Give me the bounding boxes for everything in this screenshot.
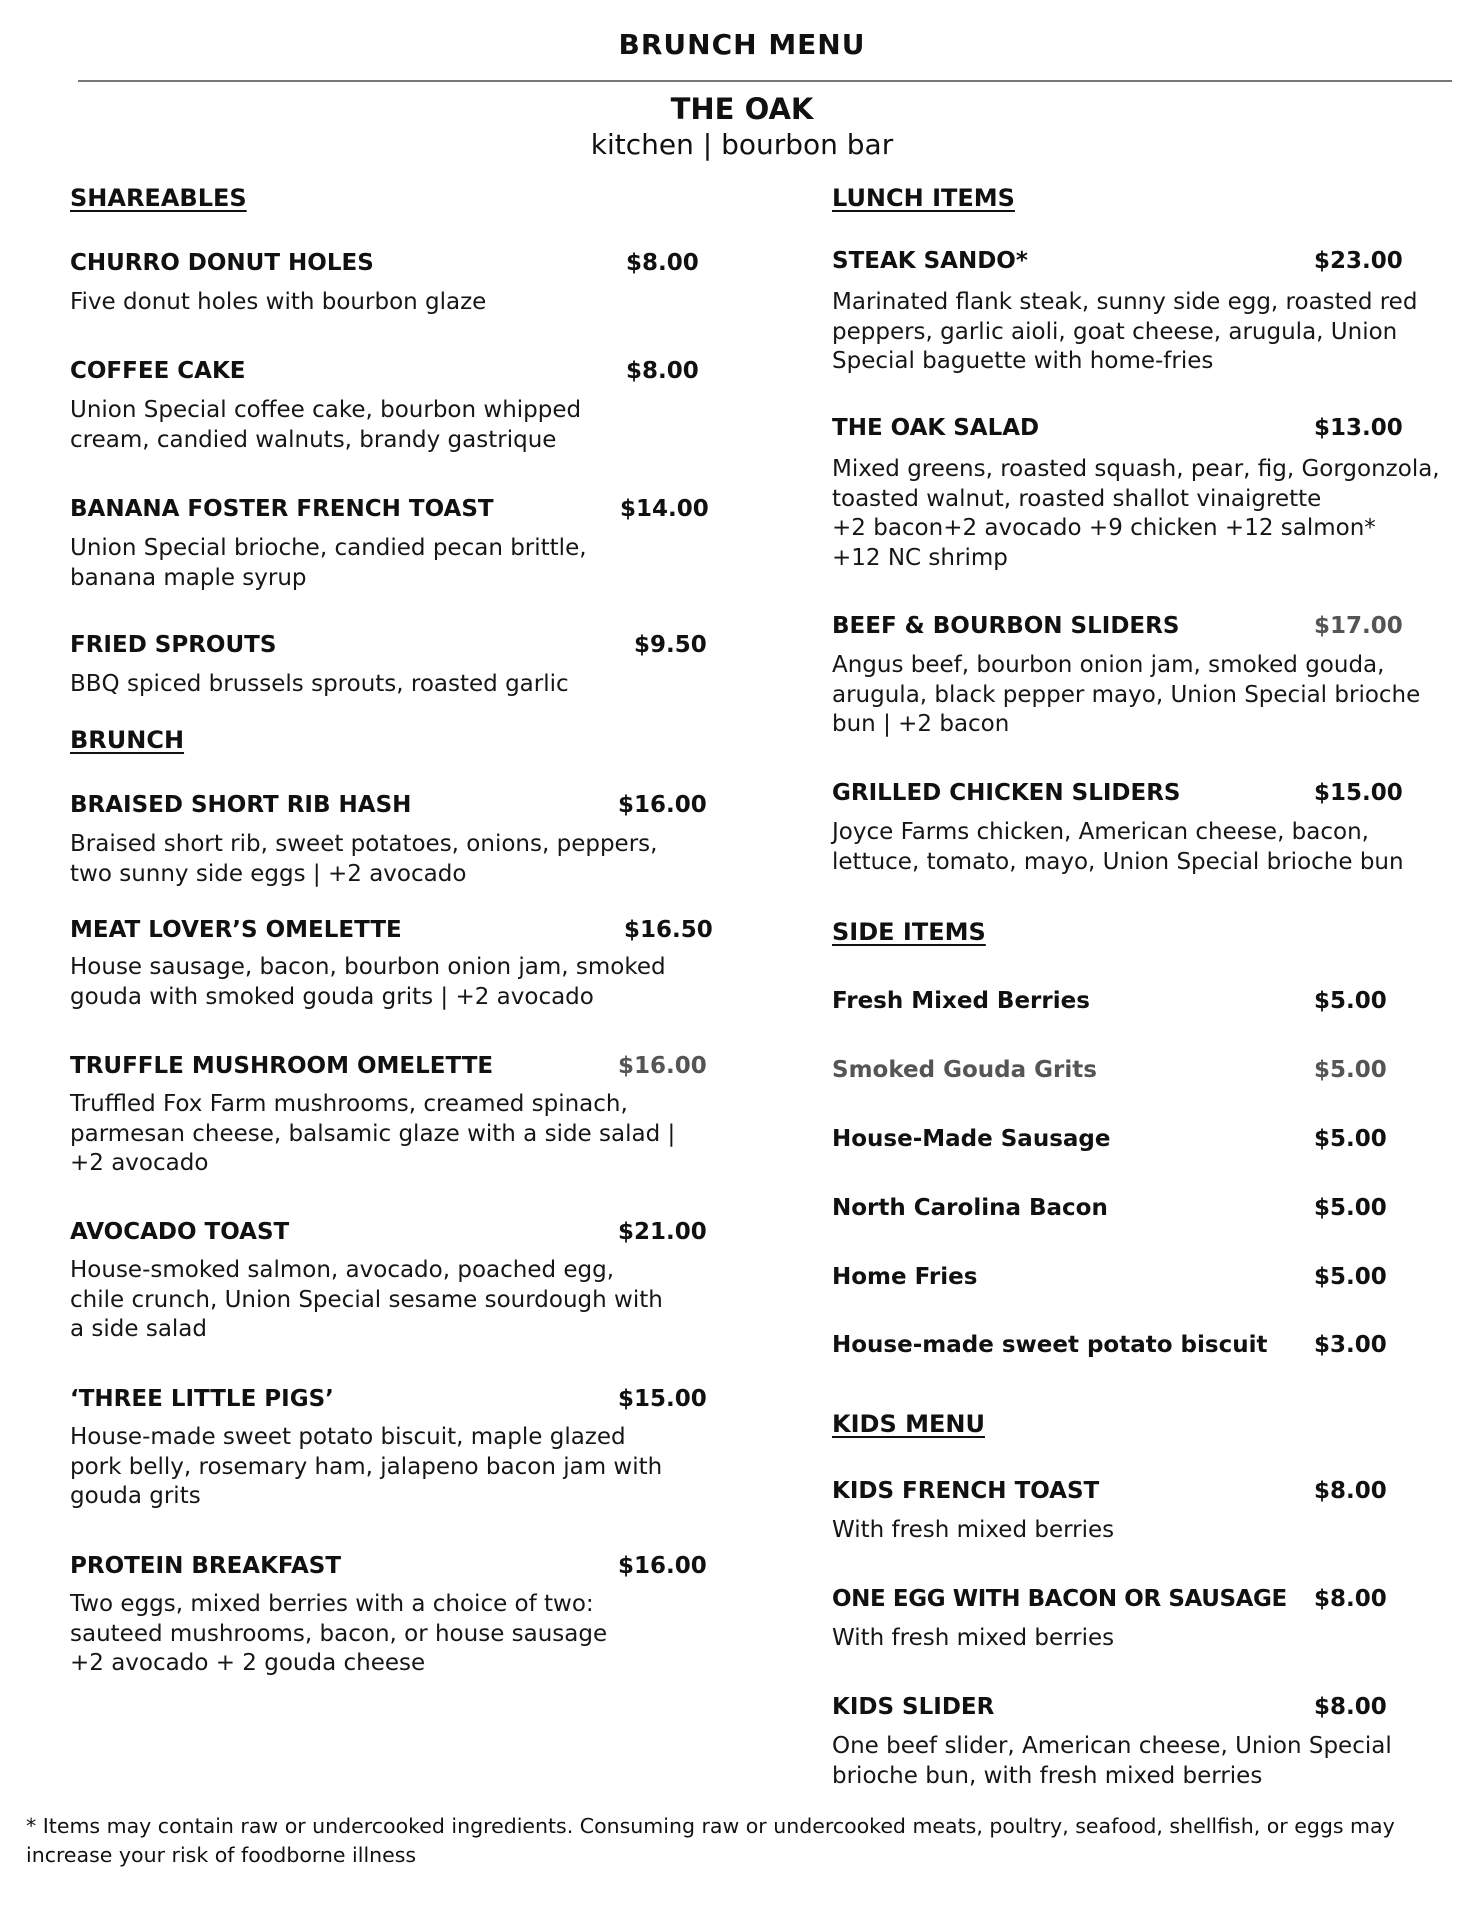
item-name: PROTEIN BREAKFAST [70,1553,342,1579]
restaurant-name: THE OAK [670,92,814,126]
item-price: $5.00 [1314,1126,1387,1152]
section-heading-kids: KIDS MENU [832,1410,985,1438]
item-name: House-made sweet potato biscuit [832,1332,1268,1358]
item-price: $8.00 [626,250,699,276]
item-name: COFFEE CAKE [70,358,246,384]
item-price: $5.00 [1314,1195,1387,1221]
item-price: $15.00 [618,1386,707,1412]
item-description: One beef slider, American cheese, Union Special brioche bun, with fresh mixed berries [832,1733,1392,1789]
item-price: $3.00 [1314,1332,1387,1358]
item-description: Truffled Fox Farm mushrooms, creamed spinach, parmesan cheese, balsamic glaze with a side salad | +2 avocado [70,1091,676,1176]
item-name: Home Fries [832,1264,978,1290]
item-price: $23.00 [1314,248,1403,274]
item-description: Mixed greens, roasted squash, pear, fig, Gorgonzola, toasted walnut, roasted shallot vinaigrette +2 bacon+2 avocado +9 chicken +12 salmon* +12 NC shrimp [832,456,1440,571]
item-description: Union Special brioche, candied pecan brittle, banana maple syrup [70,535,587,591]
item-description: Braised short rib, sweet potatoes, onions, peppers, two sunny side eggs | +2 avocado [70,831,658,887]
item-name: Fresh Mixed Berries [832,988,1090,1014]
item-price: $8.00 [626,358,699,384]
item-name: GRILLED CHICKEN SLIDERS [832,780,1181,806]
item-price: $8.00 [1314,1478,1387,1504]
item-description: Five donut holes with bourbon glaze [70,289,487,315]
item-price: $8.00 [1314,1694,1387,1720]
restaurant-tagline: kitchen | bourbon bar [590,128,894,161]
item-name: BANANA FOSTER FRENCH TOAST [70,496,494,522]
item-description: House-made sweet potato biscuit, maple glazed pork belly, rosemary ham, jalapeno bacon jam with gouda grits [70,1424,663,1509]
item-price: $21.00 [618,1219,707,1245]
item-price: $16.50 [624,917,713,943]
item-description: Marinated flank steak, sunny side egg, roasted red peppers, garlic aioli, goat cheese, arugula, Union Special baguette with home-fries [832,289,1418,374]
item-name: CHURRO DONUT HOLES [70,250,374,276]
item-price: $5.00 [1314,1057,1387,1083]
item-description: With fresh mixed berries [832,1517,1115,1543]
section-heading-shareables: SHAREABLES [70,184,247,212]
menu-title: BRUNCH MENU [618,28,866,61]
item-description: With fresh mixed berries [832,1625,1115,1651]
item-name: KIDS SLIDER [832,1694,995,1720]
header-divider [78,80,1452,82]
allergen-footnote: * Items may contain raw or undercooked ingredients. Consuming raw or undercooked meats, poultry, seafood, shellfish, or eggs may increase your risk of foodborne illness [26,1814,1395,1867]
item-description: Union Special coffee cake, bourbon whipped cream, candied walnuts, brandy gastrique [70,397,582,453]
item-description: House sausage, bacon, bourbon onion jam, smoked gouda with smoked gouda grits | +2 avocado [70,954,666,1010]
item-description: House-smoked salmon, avocado, poached egg, chile crunch, Union Special sesame sourdough with a side salad [70,1257,663,1342]
item-description: Angus beef, bourbon onion jam, smoked gouda, arugula, black pepper mayo, Union Special brioche bun | +2 bacon [832,652,1421,737]
item-price: $16.00 [618,792,707,818]
item-name: BRAISED SHORT RIB HASH [70,792,412,818]
item-price: $5.00 [1314,988,1387,1014]
item-description: BBQ spiced brussels sprouts, roasted garlic [70,671,569,697]
item-name: TRUFFLE MUSHROOM OMELETTE [70,1053,494,1079]
item-description: Joyce Farms chicken, American cheese, bacon, lettuce, tomato, mayo, Union Special brioche bun [832,819,1404,875]
item-name: ONE EGG WITH BACON OR SAUSAGE [832,1586,1287,1612]
item-name: House-Made Sausage [832,1126,1111,1152]
item-price: $8.00 [1314,1586,1387,1612]
item-price: $9.50 [634,632,707,658]
item-name: North Carolina Bacon [832,1195,1108,1221]
item-price: $5.00 [1314,1264,1387,1290]
item-price: $16.00 [618,1053,707,1079]
item-name: STEAK SANDO* [832,248,1028,274]
item-description: Two eggs, mixed berries with a choice of two: sauteed mushrooms, bacon, or house sausage +2 avocado + 2 gouda cheese [70,1591,608,1676]
section-heading-brunch: BRUNCH [70,726,185,754]
item-name: Smoked Gouda Grits [832,1057,1097,1083]
item-name: THE OAK SALAD [832,415,1040,441]
section-heading-lunch: LUNCH ITEMS [832,184,1015,212]
item-name: ‘THREE LITTLE PIGS’ [70,1386,334,1412]
item-name: MEAT LOVER’S OMELETTE [70,917,402,943]
item-price: $16.00 [618,1553,707,1579]
section-heading-sides: SIDE ITEMS [832,918,986,946]
item-name: BEEF & BOURBON SLIDERS [832,613,1180,639]
item-name: KIDS FRENCH TOAST [832,1478,1100,1504]
item-name: FRIED SPROUTS [70,632,277,658]
item-price: $13.00 [1314,415,1403,441]
item-name: AVOCADO TOAST [70,1219,290,1245]
item-price: $17.00 [1314,613,1403,639]
item-price: $14.00 [620,496,709,522]
item-price: $15.00 [1314,780,1403,806]
